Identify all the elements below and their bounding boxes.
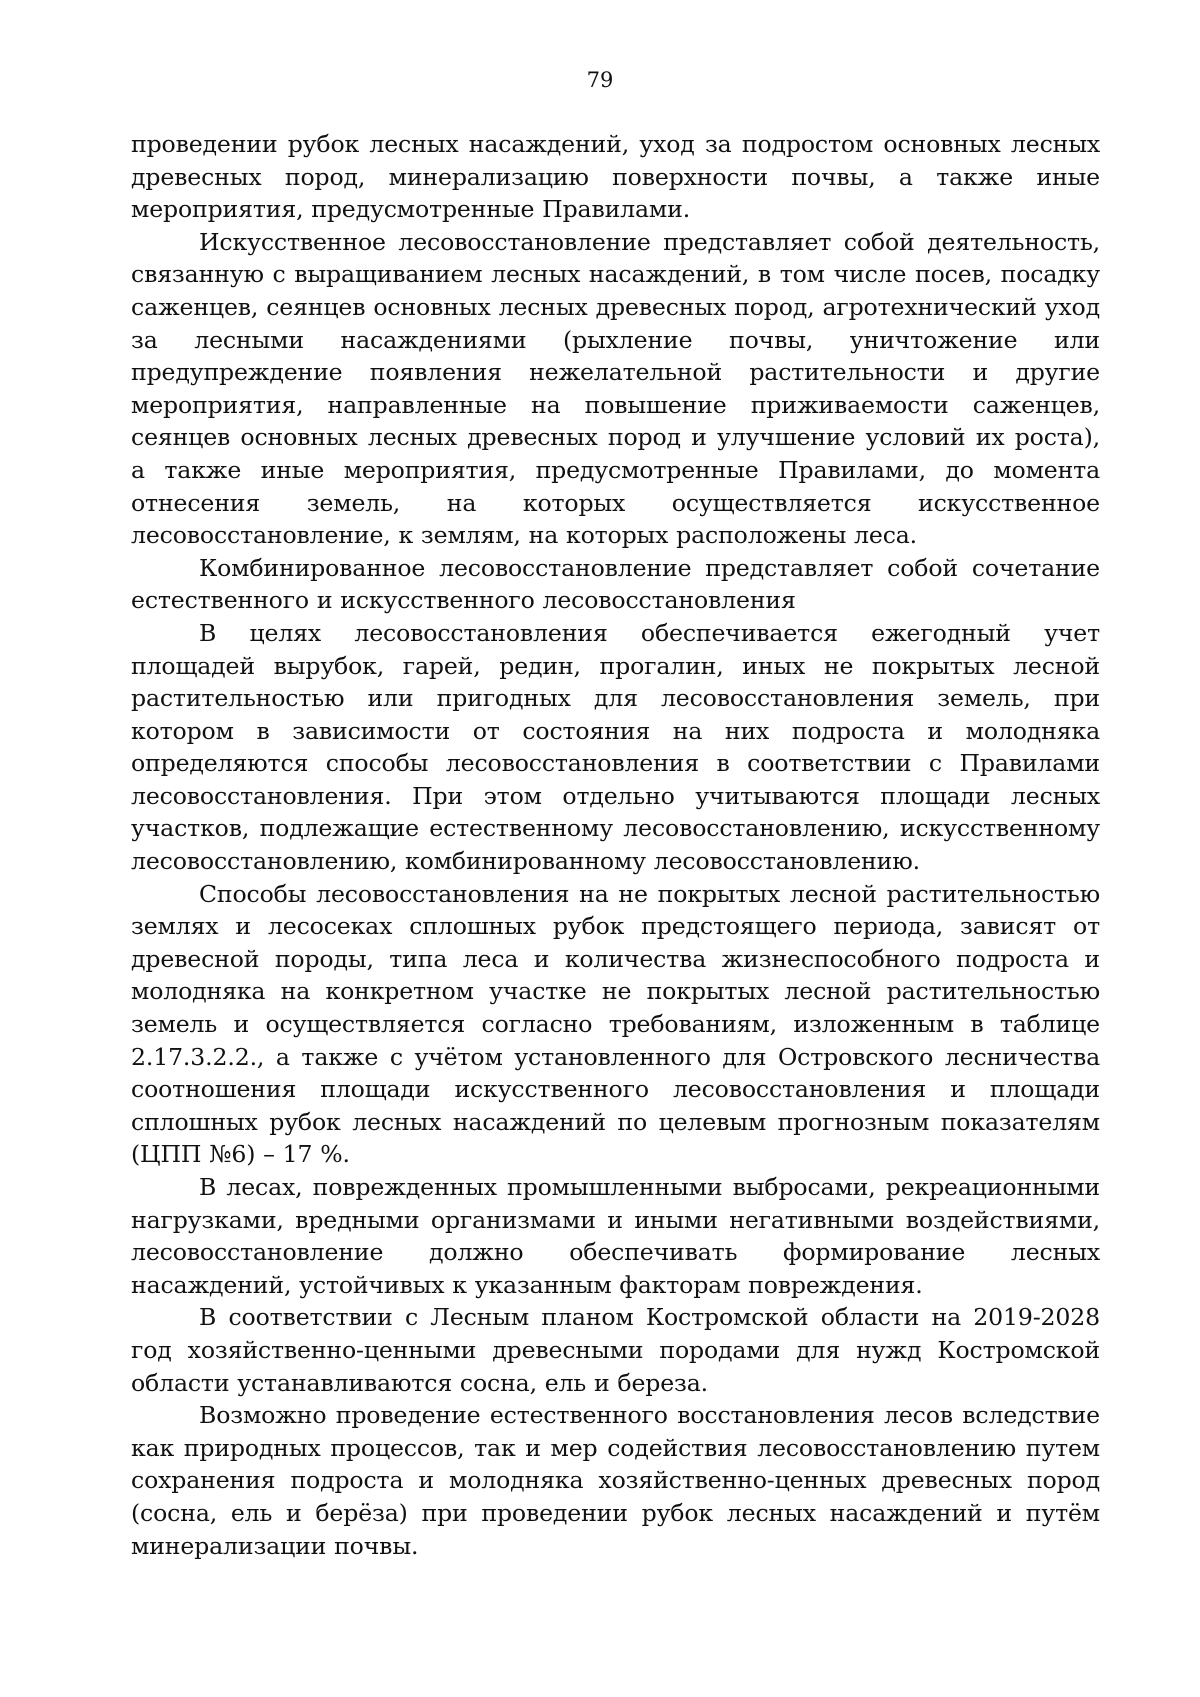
paragraph-damaged-forests: В лесах, поврежденных промышленными выбросами, рекреационными нагрузками, вредными организмами и иными негативными воздействиями, лесовосстановление должно обеспечивать формирование лесных насаждений, устойчивых к указанным факторам повреждения. [131, 1173, 1100, 1299]
paragraph-annual-accounting: В целях лесовосстановления обеспечивается ежегодный учет площадей вырубок, гарей, редин, прогалин, иных не покрытых лесной растительностью или пригодных для лесовосстановления земель, при котором в зависимости от состояния на них подроста и молодняка определяются способы лесовосстановления в соответствии с Правилами лесовосстановления. При этом отдельно учитываются площади лесных участков, подлежащие естественному лесовосстановлению, искусственному лесовосстановлению, комбинированному лесовосстановлению. [131, 618, 1100, 876]
paragraph-artificial-reforestation: Искусственное лесовосстановление представляет собой деятельность, связанную с выращиванием лесных насаждений, в том числе посев, посадку саженцев, сеянцев основных лесных древесных пород, агротехнический уход за лесными насаждениями (рыхление почвы, уничтожение или предупреждение появления нежелательной растительности и другие мероприятия, направленные на повышение приживаемости саженцев, сеянцев основных лесных древесных пород и улучшение условий их роста), а также иные мероприятия, предусмотренные Правилами, до момента отнесения земель, на которых осуществляется искусственное лесовосстановление, к землям, на которых расположены леса. [131, 227, 1100, 550]
page-number: 79 [586, 68, 614, 92]
paragraph-natural-restoration: Возможно проведение естественного восстановления лесов вследствие как природных процессов, так и мер содействия лесовосстановлению путем сохранения подроста и молодняка хозяйственно-ценных древесных пород (сосна, ель и берёза) при проведении рубок лесных насаждений и путём минерализации почвы. [131, 1401, 1100, 1560]
paragraph-continuation: проведении рубок лесных насаждений, уход за подростом основных лесных древесных пород, минерализацию поверхности почвы, а также иные мероприятия, предусмотренные Правилами. [131, 130, 1100, 224]
paragraph-combined-reforestation: Комбинированное лесовосстановление представляет собой сочетание естественного и искусственного лесовосстановления [131, 553, 1100, 615]
paragraph-reforestation-methods: Способы лесовосстановления на не покрытых лесной растительностью землях и лесосеках сплошных рубок предстоящего периода, зависят от древесной породы, типа леса и количества жизнеспособного подроста и молодняка на конкретном участке не покрытых лесной растительностью земель и осуществляется согласно требованиям, изложенным в таблице 2.17.3.2.2., а также с учётом установленного для Островского лесничества соотношения площади искусственного лесовосстановления и площади сплошных рубок лесных насаждений по целевым прогнозным показателям (ЦПП №6) – 17 %. [131, 879, 1100, 1169]
paragraph-forest-plan: В соответствии с Лесным планом Костромской области на 2019-2028 год хозяйственно-ценными древесными породами для нужд Костромской области устанавливаются сосна, ель и береза. [131, 1303, 1100, 1397]
document-body [131, 128, 1100, 1562]
